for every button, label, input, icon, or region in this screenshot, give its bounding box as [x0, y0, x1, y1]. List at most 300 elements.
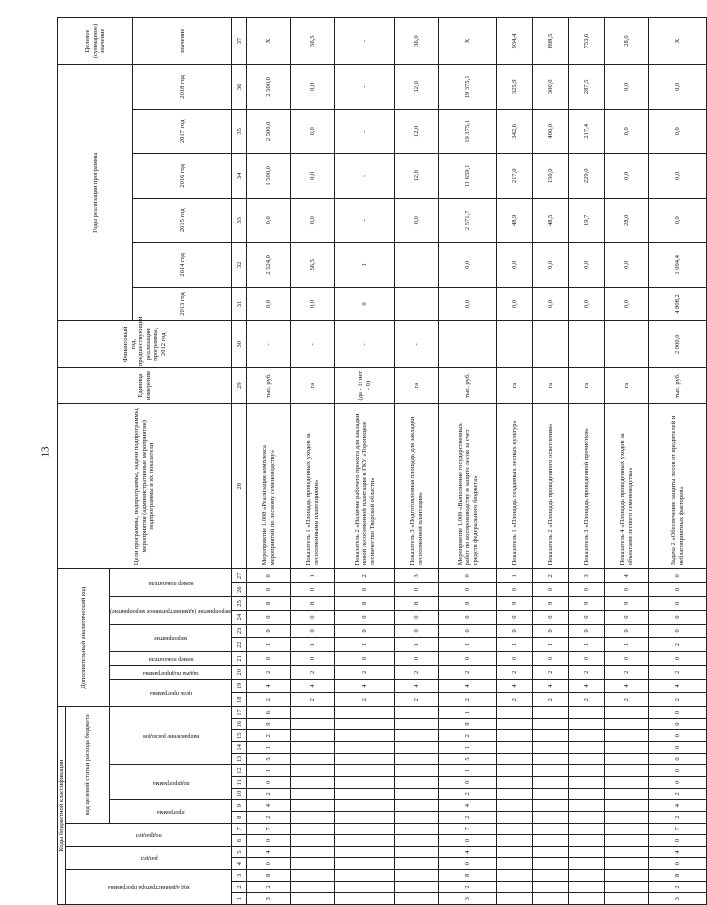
column-number: 13	[232, 753, 247, 765]
code-cell: 2	[439, 881, 497, 893]
a-mer2-header: мероприятие (административное мероприятие)	[110, 596, 232, 624]
column-number: 26	[232, 583, 247, 597]
code-cell: 2	[247, 665, 291, 679]
table-row	[439, 18, 497, 905]
code-cell: 1	[395, 638, 439, 652]
code-cell	[335, 776, 395, 788]
code-cell	[395, 742, 439, 754]
code-cell	[335, 718, 395, 730]
column-number: 10	[232, 788, 247, 800]
row-name: Показатель 3 «Подготовленная площадь для закладки лесосеменной плантации»	[395, 404, 439, 569]
code-cell	[335, 811, 395, 823]
code-cell	[335, 881, 395, 893]
column-number: 29	[232, 368, 247, 404]
cell-y2018: -	[335, 65, 395, 110]
code-cell: 2	[439, 811, 497, 823]
cell-target: 898,5	[533, 18, 569, 65]
code-cell: 0	[569, 624, 605, 638]
code-cell: 0	[335, 624, 395, 638]
code-cell	[395, 858, 439, 870]
column-number: 33	[232, 198, 247, 243]
code-cell: 2	[533, 569, 569, 583]
code-cell	[291, 835, 335, 847]
code-cell	[395, 776, 439, 788]
code-cell: 7	[247, 823, 291, 835]
column-number: 21	[232, 652, 247, 666]
cell-y2013: 0,0	[497, 287, 533, 321]
code-cell	[605, 788, 649, 800]
code-cell: 4	[291, 679, 335, 693]
code-cell	[533, 893, 569, 905]
table-row	[395, 18, 439, 905]
code-cell	[395, 835, 439, 847]
code-cell: 0	[395, 652, 439, 666]
cell-y2017: -	[335, 109, 395, 154]
code-cell	[395, 730, 439, 742]
code-cell: 3	[395, 569, 439, 583]
column-number: 14	[232, 742, 247, 754]
cell-target: 934,4	[497, 18, 533, 65]
code-cell: 2	[335, 693, 395, 707]
code-cell: 0	[395, 583, 439, 597]
code-cell: 1	[439, 638, 497, 652]
code-cell: 0	[569, 652, 605, 666]
code-cell: 2	[649, 693, 707, 707]
code-cell: 0	[439, 583, 497, 597]
code-cell	[335, 707, 395, 719]
column-number: 12	[232, 765, 247, 777]
code-cell: 0	[649, 858, 707, 870]
code-cell	[569, 742, 605, 754]
column-number: 36	[232, 65, 247, 110]
cell-y2014: 0,0	[533, 243, 569, 288]
cell-y2016: 11 659,1	[439, 154, 497, 199]
code-cell	[533, 800, 569, 812]
cell-fin	[439, 321, 497, 368]
cell-y2017: 0,0	[649, 109, 707, 154]
cell-y2017: 2 500,0	[247, 109, 291, 154]
code-cell: 2	[395, 693, 439, 707]
code-cell: 2	[649, 788, 707, 800]
code-cell	[335, 870, 395, 882]
code-cell: 2	[247, 811, 291, 823]
code-cell	[605, 765, 649, 777]
code-cell: 2	[533, 665, 569, 679]
code-cell: 1	[247, 638, 291, 652]
cell-y2017: 0,0	[291, 109, 335, 154]
code-cell: 2	[569, 693, 605, 707]
code-cell: 2	[497, 693, 533, 707]
unit-header: Единица измерения	[58, 368, 232, 404]
column-number: 25	[232, 596, 247, 610]
cell-target: X	[439, 18, 497, 65]
code-cell	[291, 893, 335, 905]
code-cell: 2	[569, 665, 605, 679]
code-cell	[395, 788, 439, 800]
code-cell: 2	[439, 730, 497, 742]
row-name: Задача 2 «Обеспечение защиты лесов от вредителей и неблагоприятных факторов»	[649, 404, 707, 569]
code-cell	[291, 858, 335, 870]
code-cell: 4	[649, 679, 707, 693]
code-cell: 4	[439, 846, 497, 858]
code-cell	[395, 846, 439, 858]
code-cell: 8	[649, 870, 707, 882]
admin-code-header: код администратора программы	[66, 870, 232, 905]
code-cell	[569, 811, 605, 823]
cell-y2015: 2 571,7	[439, 198, 497, 243]
cell-y2018: 0,0	[291, 65, 335, 110]
cell-y2014: 2 524,0	[247, 243, 291, 288]
column-number: 5	[232, 846, 247, 858]
code-cell: 0	[439, 624, 497, 638]
cell-y2017: 19 375,1	[439, 109, 497, 154]
code-cell	[533, 753, 569, 765]
code-cell	[395, 870, 439, 882]
code-cell: 1	[439, 742, 497, 754]
code-cell: 2	[439, 665, 497, 679]
code-cell: 2	[291, 693, 335, 707]
code-cell	[497, 811, 533, 823]
cell-y2016: 0,0	[649, 154, 707, 199]
cell-y2013: 0,0	[439, 287, 497, 321]
code-cell: 4	[569, 679, 605, 693]
cell-y2014	[395, 243, 439, 288]
code-cell	[395, 800, 439, 812]
code-cell	[497, 823, 533, 835]
code-cell: 9	[247, 718, 291, 730]
cell-y2014: 0,0	[605, 243, 649, 288]
cell-y2018: 0,0	[649, 65, 707, 110]
code-cell	[497, 707, 533, 719]
code-cell	[395, 893, 439, 905]
code-cell: 0	[291, 583, 335, 597]
column-number: 35	[232, 109, 247, 154]
cell-y2018: 0,0	[605, 65, 649, 110]
column-number: 4	[232, 858, 247, 870]
cell-unit: (да - 1/ нет - 0)	[335, 368, 395, 404]
code-cell: 2	[439, 693, 497, 707]
code-cell: 4	[395, 679, 439, 693]
cell-y2013: 0,0	[533, 287, 569, 321]
code-cell	[569, 788, 605, 800]
code-cell	[497, 753, 533, 765]
code-cell	[533, 718, 569, 730]
code-cell	[395, 765, 439, 777]
a-pok-header: номер показателя	[110, 569, 232, 597]
code-cell	[335, 730, 395, 742]
years-header: Годы реализации программы	[58, 65, 133, 321]
code-cell: 7	[649, 823, 707, 835]
code-cell: 0	[439, 569, 497, 583]
cell-y2016: 0,0	[291, 154, 335, 199]
code-cell	[605, 858, 649, 870]
code-cell: 2	[247, 788, 291, 800]
code-cell	[569, 835, 605, 847]
column-number: 30	[232, 321, 247, 368]
code-cell: 5	[439, 753, 497, 765]
code-cell	[569, 870, 605, 882]
code-cell: 0	[497, 610, 533, 624]
code-cell: 0	[439, 776, 497, 788]
cell-target: 36,0	[395, 18, 439, 65]
cell-fin: -	[335, 321, 395, 368]
code-cell	[497, 893, 533, 905]
cell-y2013: 0,0	[291, 287, 335, 321]
code-cell	[533, 776, 569, 788]
cell-fin: -	[247, 321, 291, 368]
cell-y2015: 0,0	[395, 198, 439, 243]
code-cell: 0	[439, 835, 497, 847]
cell-unit: га	[395, 368, 439, 404]
y2015-header: 2015 год	[133, 198, 232, 243]
code-cell: 2	[649, 638, 707, 652]
code-cell: 0	[335, 610, 395, 624]
code-cell: 0	[439, 652, 497, 666]
code-cell: 3	[247, 893, 291, 905]
code-cell	[533, 788, 569, 800]
code-cell	[533, 881, 569, 893]
code-cell: 4	[247, 800, 291, 812]
code-cell: 0	[247, 858, 291, 870]
code-cell: 0	[533, 583, 569, 597]
code-cell: 0	[439, 610, 497, 624]
code-cell: 0	[649, 730, 707, 742]
cell-y2015: 19,7	[569, 198, 605, 243]
code-cell	[291, 718, 335, 730]
code-cell: 0	[247, 610, 291, 624]
code-cell: 0	[247, 624, 291, 638]
code-cell: 5	[247, 753, 291, 765]
code-cell: 0	[291, 610, 335, 624]
table-row	[649, 18, 707, 905]
column-number: 37	[232, 18, 247, 65]
code-cell: 0	[247, 583, 291, 597]
code-cell: 9	[533, 596, 569, 610]
code-cell: 3	[569, 569, 605, 583]
code-cell	[569, 881, 605, 893]
a-num-header: номер показателя	[110, 652, 232, 666]
code-cell	[497, 765, 533, 777]
budget-codes-header: Коды бюджетной классификации	[58, 707, 66, 905]
code-cell: 8	[335, 596, 395, 610]
cell-y2018: 19 375,1	[439, 65, 497, 110]
column-number: 28	[232, 404, 247, 569]
code-cell	[497, 881, 533, 893]
code-cell: 0	[605, 583, 649, 597]
cell-y2014: 0,0	[439, 243, 497, 288]
column-number: 31	[232, 287, 247, 321]
code-cell: 1	[291, 569, 335, 583]
code-cell	[605, 776, 649, 788]
code-cell: 0	[335, 652, 395, 666]
code-cell	[605, 707, 649, 719]
code-cell: 4	[605, 569, 649, 583]
cell-fin	[569, 321, 605, 368]
table-body	[247, 18, 707, 905]
analytic-code-header: Дополнительный аналитический код	[58, 569, 110, 707]
column-number: 16	[232, 718, 247, 730]
code-cell	[569, 893, 605, 905]
cell-unit: га	[569, 368, 605, 404]
cell-y2013: 0	[335, 287, 395, 321]
code-cell: 2	[247, 730, 291, 742]
code-cell	[291, 753, 335, 765]
cell-y2016: 0,0	[605, 154, 649, 199]
code-cell: 0	[291, 652, 335, 666]
cell-y2013	[395, 287, 439, 321]
column-number: 8	[232, 811, 247, 823]
column-number: 22	[232, 638, 247, 652]
code-cell: 1	[439, 707, 497, 719]
code-cell: 0	[497, 624, 533, 638]
cell-target: 56,5	[291, 18, 335, 65]
cell-y2014: 1	[335, 243, 395, 288]
column-number: 34	[232, 154, 247, 199]
column-number: 23	[232, 624, 247, 638]
cell-unit: тыс. руб.	[649, 368, 707, 404]
code-cell	[533, 765, 569, 777]
code-cell	[569, 707, 605, 719]
code-cell: 1	[497, 638, 533, 652]
fin-year-header: Финансовый год, предшествующий реализации программы, 2012 год	[58, 321, 232, 368]
code-cell	[605, 800, 649, 812]
code-cell: 1	[247, 742, 291, 754]
code-cell: 0	[649, 707, 707, 719]
code-cell: 3	[649, 893, 707, 905]
code-cell: 0	[395, 624, 439, 638]
code-cell: 0	[605, 624, 649, 638]
table-row	[335, 18, 395, 905]
cell-y2015: 48,5	[533, 198, 569, 243]
cell-y2016: 12,0	[395, 154, 439, 199]
code-cell: 0	[649, 742, 707, 754]
code-cell: 1	[335, 638, 395, 652]
cell-unit: га	[497, 368, 533, 404]
code-cell: 4	[649, 800, 707, 812]
column-number: 11	[232, 776, 247, 788]
column-number: 7	[232, 823, 247, 835]
code-cell	[605, 870, 649, 882]
code-cell: 0	[497, 652, 533, 666]
code-cell: 2	[335, 665, 395, 679]
a-cel-header: цель программы	[110, 679, 232, 707]
cell-y2015: 0,0	[291, 198, 335, 243]
code-cell: 0	[247, 835, 291, 847]
y2016-header: 2016 год	[133, 154, 232, 199]
code-cell: 0	[569, 583, 605, 597]
code-cell	[497, 742, 533, 754]
table-row	[569, 18, 605, 905]
cell-y2014: 56,5	[291, 243, 335, 288]
cell-fin	[605, 321, 649, 368]
code-cell	[291, 870, 335, 882]
column-number: 19	[232, 679, 247, 693]
cell-y2013: 0,0	[569, 287, 605, 321]
code-cell	[497, 718, 533, 730]
cell-fin: -	[395, 321, 439, 368]
target-header: Целевое (суммарное) значение	[58, 18, 133, 65]
y2013-header: 2013 год	[133, 287, 232, 321]
cell-target: 28,0	[605, 18, 649, 65]
code-cell	[605, 835, 649, 847]
code-cell	[569, 730, 605, 742]
code-cell: 8	[291, 596, 335, 610]
code-cell: 9	[605, 596, 649, 610]
code-cell: 0	[649, 718, 707, 730]
table-row	[247, 18, 291, 905]
row-name: Показатель 1 «Площадь созданных лесных культур»	[497, 404, 533, 569]
name-header: Цели программы, подпрограммы, задачи подпрограммы, мероприятия (административные мероприятия) подпрограммы и их показатели	[58, 404, 232, 569]
code-cell	[605, 730, 649, 742]
code-cell	[497, 730, 533, 742]
target-article-header: код целевой статьи расхода бюджета	[66, 707, 110, 823]
cell-y2014: 0,0	[569, 243, 605, 288]
code-cell: 1	[605, 638, 649, 652]
code-cell: 0	[649, 765, 707, 777]
code-cell: 1	[533, 638, 569, 652]
code-cell: 0	[247, 569, 291, 583]
code-cell	[291, 730, 335, 742]
code-cell: 2	[605, 693, 649, 707]
a-mer-header: мероприятие	[110, 624, 232, 652]
cell-y2018: 2 500,0	[247, 65, 291, 110]
code-cell	[605, 742, 649, 754]
code-cell	[497, 776, 533, 788]
cell-y2015: -	[335, 198, 395, 243]
code-cell: 0	[649, 652, 707, 666]
code-cell	[533, 811, 569, 823]
code-cell: 8	[439, 870, 497, 882]
code-cell: 4	[439, 679, 497, 693]
cell-target: X	[247, 18, 291, 65]
cell-y2014: 0,0	[497, 243, 533, 288]
code-cell: 4	[497, 679, 533, 693]
code-cell	[335, 765, 395, 777]
cell-unit: тыс. руб.	[247, 368, 291, 404]
code-cell	[497, 835, 533, 847]
code-cell	[605, 823, 649, 835]
code-cell: 0	[247, 776, 291, 788]
code-cell	[335, 742, 395, 754]
code-cell	[291, 800, 335, 812]
code-cell	[497, 788, 533, 800]
code-cell	[335, 823, 395, 835]
cell-y2017: 0,0	[605, 109, 649, 154]
code-cell: 9	[497, 596, 533, 610]
cell-y2016: 150,0	[533, 154, 569, 199]
code-cell	[291, 811, 335, 823]
code-cell: 2	[649, 811, 707, 823]
code-cell: 4	[649, 846, 707, 858]
code-cell	[569, 718, 605, 730]
code-cell: 0	[533, 610, 569, 624]
code-cell: 0	[605, 652, 649, 666]
direction-header: направление расходов	[110, 707, 232, 765]
cell-unit: га	[605, 368, 649, 404]
code-cell: 0	[649, 753, 707, 765]
code-cell: 2	[395, 665, 439, 679]
code-cell	[291, 776, 335, 788]
column-number: 20	[232, 665, 247, 679]
code-cell: 0	[533, 624, 569, 638]
cell-y2013: 4 808,2	[649, 287, 707, 321]
row-name: Мероприятие 1.009 «Выполнение государственных работ по воспроизводству и защите лесов за счет средств федерального бюджета»	[439, 404, 497, 569]
table-row	[291, 18, 335, 905]
cell-y2014: 1 094,4	[649, 243, 707, 288]
row-name: Показатель 1 «Площадь проведенных уходов за лесосеменными плантациями»	[291, 404, 335, 569]
code-cell: 0	[649, 624, 707, 638]
row-name: Показатель 3 «Площадь проведенной прочистки»	[569, 404, 605, 569]
